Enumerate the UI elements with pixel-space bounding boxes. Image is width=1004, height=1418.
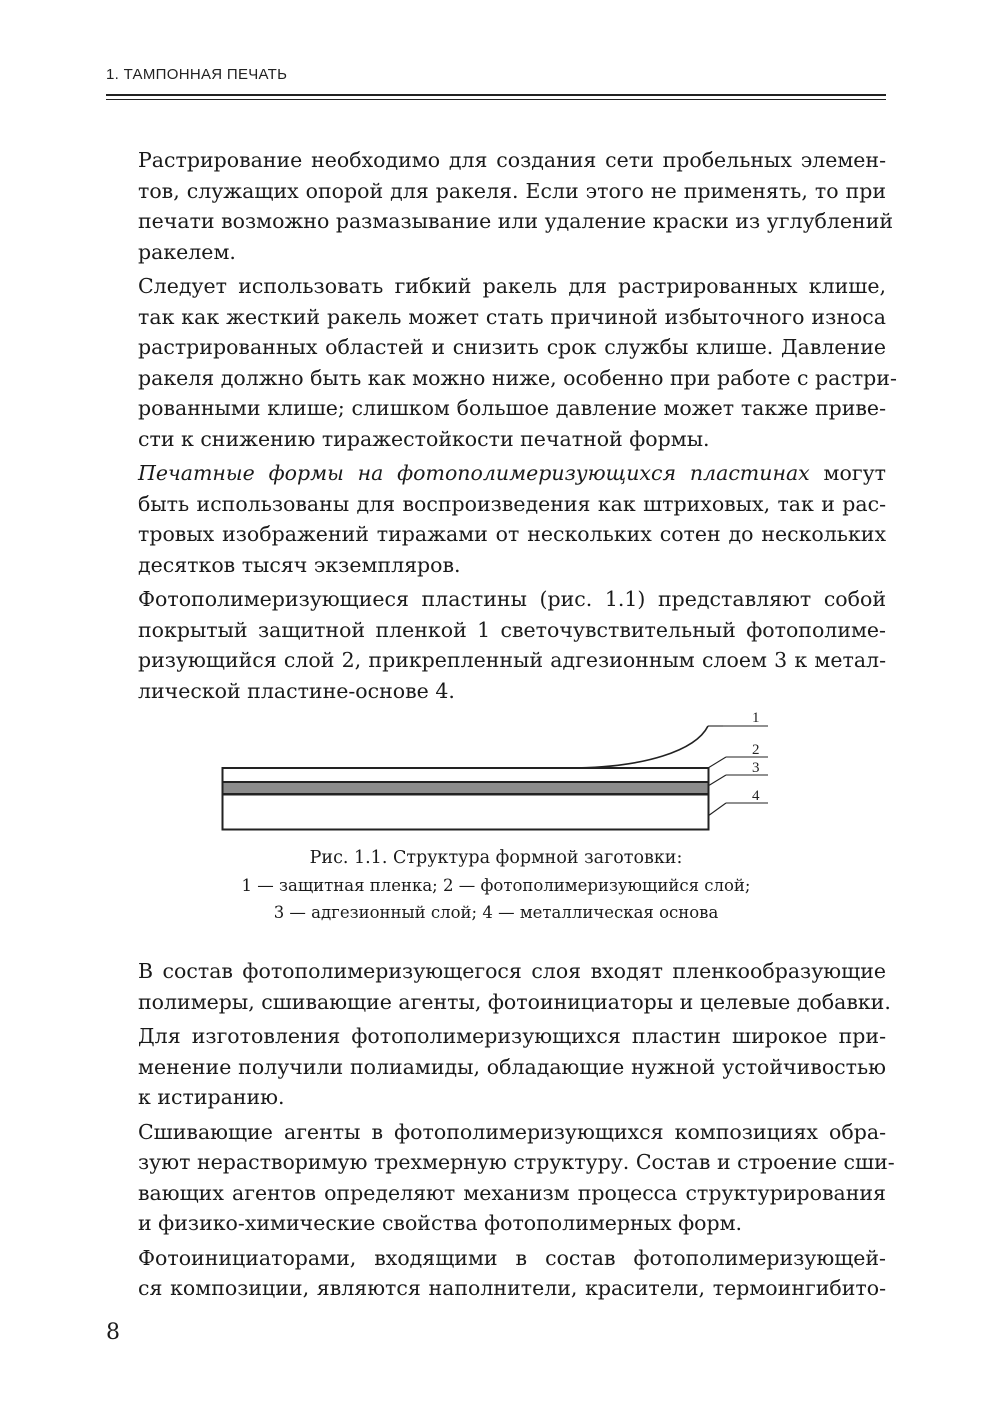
text-line: Следует использовать гибкий ракель для растрированных клише, (138, 274, 886, 298)
layer-metal-base (223, 795, 709, 830)
text-line: полимеры, сшивающие агенты, фотоинициаторы и целевые добавки. (138, 989, 891, 1014)
paragraph-squeegee (106, 271, 897, 454)
paragraph-photopolymer-forms (106, 458, 886, 580)
body-text-bottom (106, 956, 895, 1304)
paragraph-plates (106, 584, 886, 706)
text-line: Сшивающие агенты в фотополимеризующихся композициях обра- (138, 1119, 886, 1144)
leader-line-3 (708, 775, 726, 786)
caption-title: Рис. 1.1. Структура формной заготовки: (309, 848, 683, 868)
text-line: Фотополимеризующиеся пластины (рис. 1.1) представляют собой (138, 587, 886, 611)
leader-line-4 (708, 803, 726, 816)
protective-film-curve (568, 726, 708, 768)
label-2: 2 (752, 742, 760, 758)
text-line: ракеля должно быть как можно ниже, особенно при работе с растри- (138, 365, 897, 390)
label-4: 4 (752, 788, 760, 804)
text-line: сти к снижению тиражестойкости печатной формы. (138, 426, 710, 451)
text-line: ризующийся слой 2, прикрепленный адгезионным слоем 3 к метал- (138, 648, 886, 672)
text-line (106, 458, 886, 489)
paragraph-photoinitiators (106, 1243, 886, 1304)
layer-photopolymer (223, 768, 709, 782)
text-line: рованными клише; слишком большое давление может также приве- (138, 396, 886, 420)
text-line: Для изготовления фотополимеризующихся пластин широкое при- (138, 1024, 886, 1048)
header-rule-thin (106, 99, 886, 100)
text-line: покрытый защитной пленкой 1 светочувствительный фотополиме- (138, 617, 886, 642)
header-rule-thick (106, 94, 886, 96)
paragraph-crosslinking (106, 1117, 895, 1239)
paragraph-polyamides (106, 1021, 886, 1113)
paragraph-rastering (106, 145, 894, 267)
text-line: печати возможно размазывание или удаление краски из углублений (138, 209, 894, 233)
caption-legend-line: 3 — адгезионный слой; 4 — металлическая основа (273, 903, 719, 922)
text-line: и физико-химические свойства фотополимерных форм. (138, 1211, 743, 1235)
text-line: зуют нерастворимую трехмерную структуру. Состав и строение сши- (138, 1150, 895, 1174)
paragraph-composition (106, 956, 891, 1017)
italic-term: Печатные формы на фотополимеризующихся пластинах (138, 461, 810, 485)
running-title: 1. ТАМПОННАЯ ПЕЧАТЬ (106, 66, 288, 83)
text-line: менение получили полиамиды, обладающие нужной устойчивостью (138, 1054, 886, 1079)
text-line: В состав фотополимеризующегося слоя входят пленкообразующие (138, 959, 886, 983)
text-line: Фотоинициаторами, входящими в состав фотополимеризующей- (138, 1245, 886, 1270)
text-fragment: могут (809, 461, 886, 485)
plate-structure-diagram (106, 708, 886, 838)
text-line: лической пластине-основе 4. (138, 678, 455, 703)
text-line: десятков тысяч экземпляров. (138, 552, 461, 577)
text-line: ракелем. (138, 239, 236, 264)
leader-line-2 (708, 757, 726, 768)
text-line: быть использованы для воспроизведения как штриховых, так и рас- (138, 491, 886, 516)
text-line: тов, служащих опорой для ракеля. Если этого не применять, то при (138, 178, 886, 203)
text-line: так как жесткий ракель может стать причиной избыточного износа (138, 304, 886, 329)
text-line: Растрирование необходимо для создания сети пробельных элемен- (138, 148, 886, 172)
layer-adhesive (223, 782, 709, 794)
label-1: 1 (752, 710, 760, 726)
text-line: растрированных областей и снизить срок службы клише. Давление (138, 335, 886, 359)
text-line: ся композиции, являются наполнители, красители, термоингибито- (138, 1276, 886, 1300)
figure-caption (106, 845, 886, 926)
text-line: тровых изображений тиражами от нескольких сотен до нескольких (138, 522, 886, 546)
page-number: 8 (106, 1320, 120, 1345)
text-line: вающих агентов определяют механизм процесса структурирования (138, 1180, 886, 1205)
text-line: к истиранию. (138, 1085, 285, 1109)
label-3: 3 (752, 760, 760, 776)
caption-legend-line: 1 — защитная пленка; 2 — фотополимеризующийся слой; (241, 876, 751, 895)
figure-plate-structure (106, 708, 886, 838)
body-text-top (106, 145, 897, 706)
